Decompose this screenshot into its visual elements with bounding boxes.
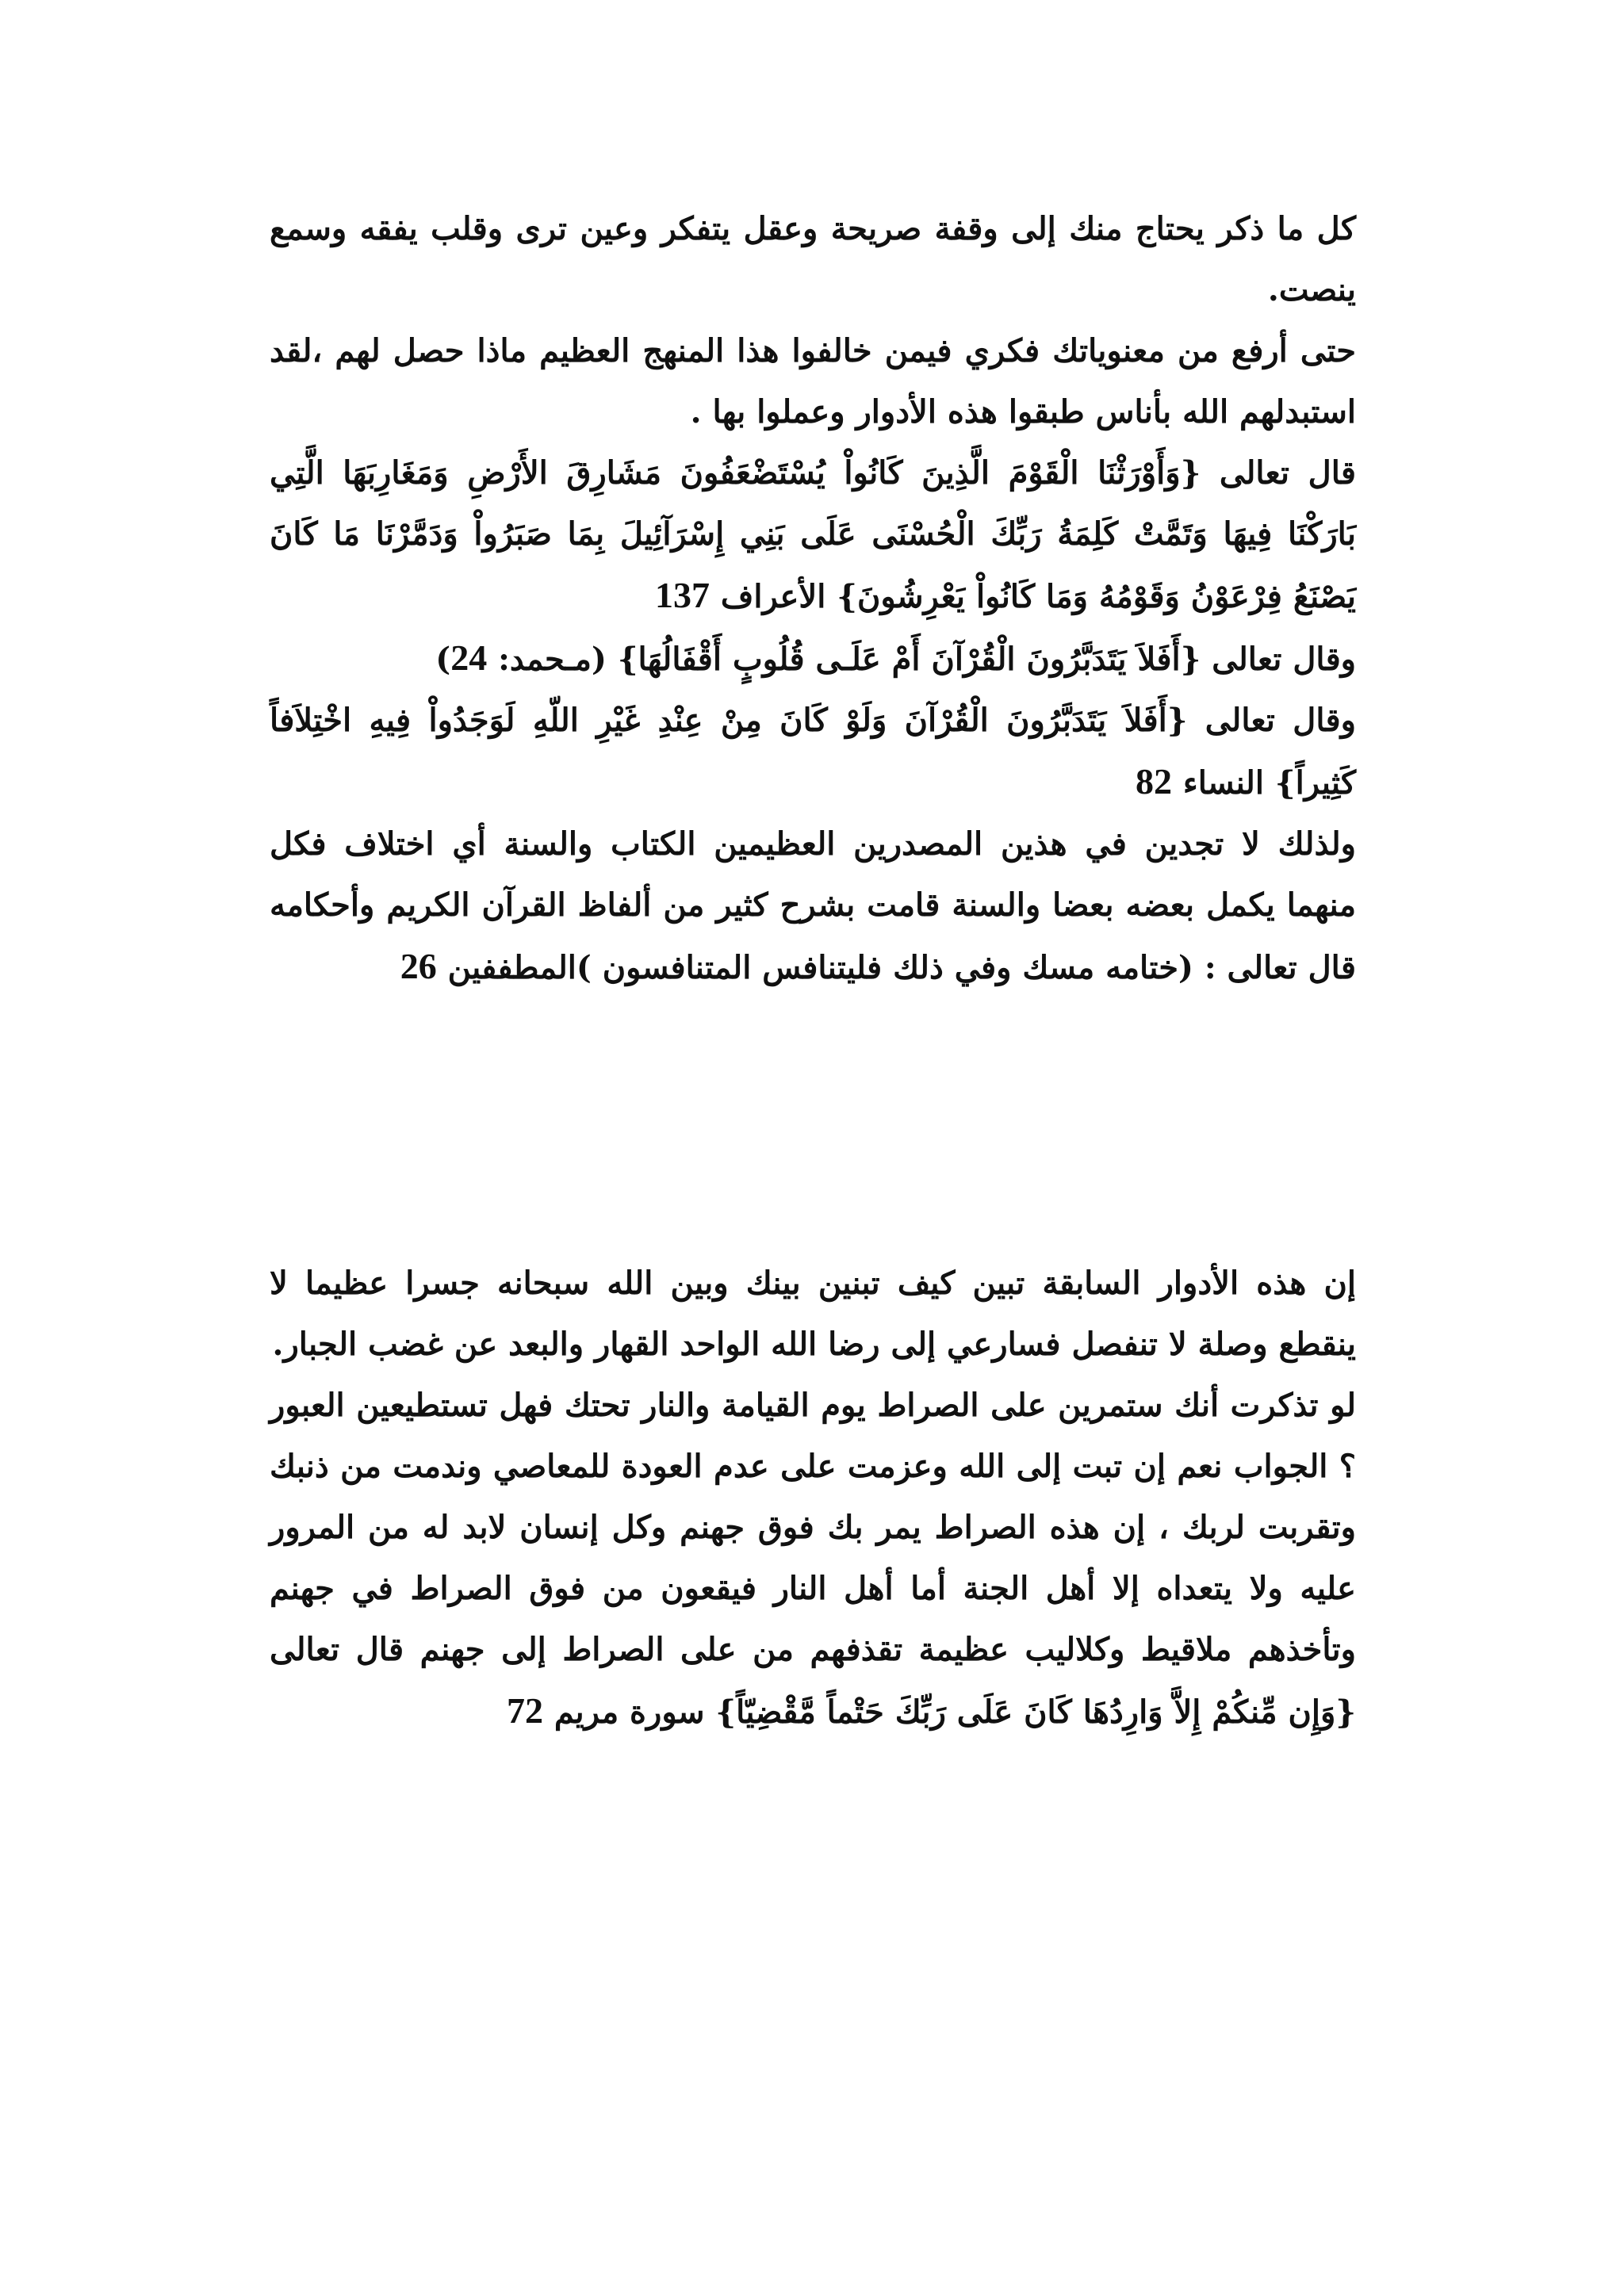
paragraph-text: قال تعالى {وَأَوْرَثْنَا الْقَوْمَ الَّذِينَ كَانُواْ يُسْتَضْعَفُونَ مَشَارِقَ الأَرْضِ وَمَغَارِبَهَا الَّتِي بَارَكْنَا فِيهَا وَتَمَّتْ كَلِمَةُ رَبِّكَ الْحُسْنَى عَلَى بَنِي إِسْرَآئِيلَ بِمَا صَبَرُواْ وَدَمَّرْنَا مَا كَانَ يَصْنَعُ فِرْعَوْنُ وَقَوْمُهُ وَمَا كَانُواْ يَعْرِشُونَ} الأعراف: [270, 454, 1356, 615]
paragraph: [270, 320, 1356, 442]
paragraph-text: كل ما ذكر يحتاج منك إلى وقفة صريحة وعقل يتفكر وعين ترى وقلب يفقه وسمع ينصت.: [270, 210, 1356, 308]
paragraph-text: ولذلك لا تجدين في هذين المصدرين العظيمين الكتاب والسنة أي اختلاف فكل منهما يكمل بعضه بعضا والسنة قامت بشرح كثير من ألفاظ القرآن الكريم وأحكامه قال تعالى : (ختامه مسك وفي ذلك فليتنافس المتنافسون )المطففين: [270, 825, 1356, 986]
paragraph: [270, 1253, 1356, 1375]
text-block-2: [270, 1253, 1356, 1743]
verse-number: 72: [506, 1690, 543, 1731]
verse-number: 137: [654, 575, 710, 615]
paragraph-text: وقال تعالى {أَفَلاَ يَتَدَبَّرُونَ الْقُرْآنَ أَمْ عَلَـى قُلُوبٍ أَقْفَالُهَا} (مـحمد:: [498, 641, 1356, 678]
paragraph: [270, 1375, 1356, 1743]
verse-number: 82: [1135, 761, 1172, 802]
verse-number: 24: [450, 637, 488, 678]
quran-citation-paragraph: [270, 442, 1356, 627]
paragraph-text: إن هذه الأدوار السابقة تبين كيف تبنين بينك وبين الله سبحانه جسرا عظيما لا ينقطع وصلة لا تنفصل فسارعي إلى رضا الله الواحد القهار والبعد عن غضب الجبار.: [270, 1265, 1356, 1363]
quran-citation-paragraph: [270, 627, 1356, 690]
paragraph-text: وقال تعالى {أَفَلاَ يَتَدَبَّرُونَ الْقُرْآنَ وَلَوْ كَانَ مِنْ عِنْدِ غَيْرِ اللّهِ لَوَجَدُواْ فِيهِ اخْتِلاَفاً كَثِيراً} النساء: [270, 702, 1356, 802]
paragraph: [270, 813, 1356, 998]
text-block-1: [270, 198, 1356, 998]
paragraph-text: لو تذكرت أنك ستمرين على الصراط يوم القيامة والنار تحتك فهل تستطيعين العبور ؟ الجواب نعم إن تبت إلى الله وعزمت على عدم العودة للمعاصي وندمت من ذنبك وتقربت لربك ، إن هذه الصراط يمر بك فوق جهنم وكل إنسان لابد له من المرور عليه ولا يتعداه إلا أهل الجنة أما أهل النار فيقعون من فوق الصراط في جهنم وتأخذهم ملاقيط وكلاليب عظيمة تقذفهم من على الصراط إلى جهنم قال تعالى {وَإِن مِّنكُمْ إِلاَّ وَارِدُهَا كَانَ عَلَى رَبِّكَ حَتْماً مَّقْضِيّاً} سورة مريم: [270, 1387, 1356, 1731]
quran-citation-paragraph: [270, 690, 1356, 813]
paragraph-text: حتى أرفع من معنوياتك فكري فيمن خالفوا هذا المنهج العظيم ماذا حصل لهم ،لقد استبدلهم الله بأناس طبقوا هذه الأدوار وعملوا بها .: [270, 332, 1356, 430]
paragraph: [270, 198, 1356, 320]
closing-paren: ): [435, 641, 451, 678]
verse-number: 26: [400, 946, 437, 986]
